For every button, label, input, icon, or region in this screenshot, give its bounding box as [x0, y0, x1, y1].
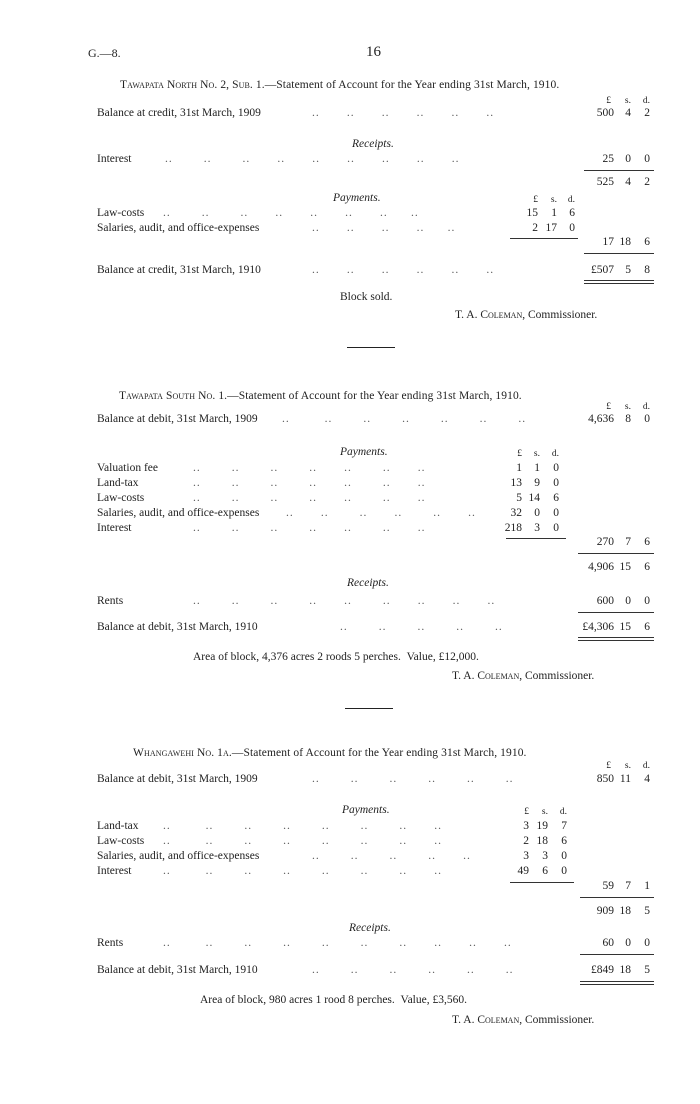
currency-shillings: s. — [624, 761, 631, 771]
leader-dots: .. .. .. .. .. — [312, 850, 471, 862]
payments-total-pence: 6 — [644, 236, 650, 248]
subtotal-pounds: 4,906 — [588, 561, 614, 573]
amount-shillings: 0 — [625, 595, 631, 607]
leader-dots: .. .. .. .. .. .. .. .. .. — [165, 153, 460, 165]
leader-dots: .. .. .. .. .. — [340, 621, 503, 633]
block-name: Tawapata South No. 1. — [119, 390, 228, 402]
payments-total-shillings: 7 — [625, 536, 631, 548]
closing-pounds: £849 — [591, 964, 614, 976]
payments-total-shillings: 7 — [625, 880, 631, 892]
amount-shillings: 1 — [551, 207, 557, 219]
area-note — [200, 994, 467, 1006]
currency-pence: d. — [559, 807, 567, 817]
sum-rule — [584, 253, 654, 254]
payments-total-shillings: 18 — [619, 236, 631, 248]
currency-shillings: s. — [533, 449, 540, 459]
currency-pounds: £ — [606, 761, 611, 771]
subtotal-pounds: 909 — [596, 905, 614, 917]
amount-pounds: 25 — [602, 153, 614, 165]
leader-dots: .. .. .. .. .. .. .. .. — [163, 207, 419, 219]
amount-pounds: 1 — [516, 462, 522, 474]
amount-pence: 6 — [561, 835, 567, 847]
leader-dots: .. .. .. .. .. .. .. .. — [163, 820, 442, 832]
payments-heading: Payments. — [340, 446, 388, 458]
item-label: Rents — [97, 595, 124, 607]
leader-dots: .. .. .. .. .. .. .. — [282, 413, 527, 425]
sum-rule — [580, 897, 654, 898]
receipts-heading: Receipts. — [349, 922, 391, 934]
item-label: Valuation fee — [97, 462, 158, 474]
area-note — [193, 651, 479, 663]
closing-balance-label: Balance at debit, 31st March, 1910 — [97, 621, 258, 633]
currency-pounds: £ — [606, 96, 611, 106]
amount-pounds: 32 — [510, 507, 522, 519]
amount-pounds: 218 — [504, 522, 522, 534]
currency-pence: d. — [567, 195, 575, 205]
item-label: Law-costs — [97, 835, 145, 847]
amount-pence: 0 — [644, 937, 650, 949]
leader-dots: .. .. .. .. .. .. .. .. .. — [193, 595, 496, 607]
amount-shillings: 19 — [536, 820, 548, 832]
amount-pounds: 2 — [523, 835, 529, 847]
amount-pounds: 49 — [517, 865, 529, 877]
receipts-heading: Receipts. — [352, 138, 394, 150]
payments-total-pounds: 59 — [602, 880, 614, 892]
signature-title: , Commissioner. — [519, 1014, 595, 1026]
section-separator — [347, 347, 395, 348]
leader-dots: .. .. .. .. .. .. .. — [193, 522, 426, 534]
payments-total-pounds: 17 — [602, 236, 614, 248]
amount-shillings: 1 — [534, 462, 540, 474]
sum-rule — [578, 553, 654, 554]
amount-shillings: 11 — [619, 773, 631, 785]
amount-pence: 4 — [644, 773, 650, 785]
amount-pounds: 4,636 — [588, 413, 614, 425]
signature-name: T. A. Coleman — [452, 670, 520, 682]
signature-name: T. A. Coleman — [452, 1014, 520, 1026]
signature-title: , Commissioner. — [522, 309, 598, 321]
leader-dots: .. .. .. .. .. — [312, 222, 456, 234]
closing-shillings: 5 — [625, 264, 631, 276]
item-label: Interest — [97, 865, 132, 877]
page-number: 16 — [366, 44, 381, 60]
amount-shillings: 6 — [542, 865, 548, 877]
leader-dots: .. .. .. .. .. .. .. .. — [163, 865, 442, 877]
item-label: Law-costs — [97, 492, 145, 504]
amount-pence: 6 — [569, 207, 575, 219]
statement-title — [119, 390, 522, 402]
signature — [452, 1014, 594, 1026]
sum-rule — [506, 538, 566, 539]
subtotal-pounds: 525 — [596, 176, 614, 188]
leader-dots: .. .. .. .. .. .. .. — [193, 492, 426, 504]
amount-pounds: 600 — [596, 595, 614, 607]
closing-pounds: £4,306 — [582, 621, 614, 633]
currency-pounds: £ — [524, 807, 529, 817]
currency-shillings: s. — [550, 195, 557, 205]
leader-dots: .. .. .. .. .. .. — [312, 964, 514, 976]
closing-pounds: £507 — [591, 264, 614, 276]
signature — [455, 309, 597, 321]
leader-dots: .. .. .. .. .. .. — [286, 507, 476, 519]
sum-rule — [578, 612, 654, 613]
signature-name: T. A. Coleman — [455, 309, 523, 321]
block-value: Value, £3,560. — [400, 994, 467, 1006]
amount-pence: 0 — [553, 477, 559, 489]
block-note: Block sold. — [340, 291, 393, 303]
currency-pounds: £ — [517, 449, 522, 459]
amount-pence: 0 — [553, 462, 559, 474]
currency-pence: d. — [551, 449, 559, 459]
amount-pounds: 2 — [532, 222, 538, 234]
amount-shillings: 4 — [625, 107, 631, 119]
signature — [452, 670, 594, 682]
currency-pence: d. — [642, 761, 650, 771]
amount-pence: 0 — [644, 153, 650, 165]
block-name: Whangawehi No. 1a. — [133, 747, 232, 759]
subtotal-shillings: 18 — [619, 905, 631, 917]
subtotal-pence: 2 — [644, 176, 650, 188]
amount-pence: 0 — [561, 850, 567, 862]
currency-pounds: £ — [606, 402, 611, 412]
payments-heading: Payments. — [333, 192, 381, 204]
title-text: —Statement of Account for the Year ending 31st March, 1910. — [227, 390, 522, 402]
currency-pence: d. — [642, 402, 650, 412]
amount-pence: 0 — [561, 865, 567, 877]
subtotal-shillings: 4 — [625, 176, 631, 188]
amount-shillings: 3 — [534, 522, 540, 534]
amount-shillings: 18 — [536, 835, 548, 847]
block-area: Area of block, 980 acres 1 rood 8 perches. — [200, 994, 395, 1006]
item-label: Salaries, audit, and office-expenses — [97, 222, 260, 234]
closing-pence: 5 — [644, 964, 650, 976]
sum-rule — [510, 238, 578, 239]
amount-pounds: 850 — [596, 773, 614, 785]
amount-shillings: 0 — [625, 153, 631, 165]
amount-shillings: 3 — [542, 850, 548, 862]
double-rule — [580, 981, 654, 985]
leader-dots: .. .. .. .. .. .. .. — [193, 462, 426, 474]
item-label: Rents — [97, 937, 124, 949]
block-value: Value, £12,000. — [406, 651, 479, 663]
leader-dots: .. .. .. .. .. .. .. .. — [163, 835, 442, 847]
sum-rule — [580, 954, 654, 955]
section-separator — [345, 708, 393, 709]
opening-balance-label: Balance at credit, 31st March, 1909 — [97, 107, 261, 119]
closing-pence: 6 — [644, 621, 650, 633]
currency-shillings: s. — [624, 402, 631, 412]
amount-pence: 0 — [569, 222, 575, 234]
leader-dots: .. .. .. .. .. .. .. .. .. .. — [163, 937, 512, 949]
opening-balance-label: Balance at debit, 31st March, 1909 — [97, 773, 258, 785]
amount-pounds: 15 — [526, 207, 538, 219]
amount-shillings: 14 — [528, 492, 540, 504]
payments-heading: Payments. — [342, 804, 390, 816]
block-name: Tawapata North No. 2, Sub. 1. — [120, 79, 265, 91]
amount-shillings: 0 — [625, 937, 631, 949]
subtotal-shillings: 15 — [619, 561, 631, 573]
item-label: Land-tax — [97, 820, 139, 832]
amount-shillings: 17 — [545, 222, 557, 234]
amount-shillings: 8 — [625, 413, 631, 425]
currency-pence: d. — [642, 96, 650, 106]
payments-total-pence: 1 — [644, 880, 650, 892]
opening-balance-label: Balance at debit, 31st March, 1909 — [97, 413, 258, 425]
closing-shillings: 18 — [619, 964, 631, 976]
closing-balance-label: Balance at debit, 31st March, 1910 — [97, 964, 258, 976]
amount-pounds: 3 — [523, 820, 529, 832]
amount-pence: 0 — [644, 413, 650, 425]
amount-shillings: 9 — [534, 477, 540, 489]
signature-title: , Commissioner. — [519, 670, 595, 682]
page-reference: G.—8. — [88, 46, 121, 60]
amount-pounds: 13 — [510, 477, 522, 489]
closing-shillings: 15 — [619, 621, 631, 633]
item-label: Interest — [97, 522, 132, 534]
amount-pence: 6 — [553, 492, 559, 504]
double-rule — [578, 637, 654, 641]
sum-rule — [584, 170, 654, 171]
statement-title — [133, 747, 527, 759]
amount-pence: 7 — [561, 820, 567, 832]
double-rule — [584, 280, 654, 284]
payments-total-pounds: 270 — [596, 536, 614, 548]
item-label: Salaries, audit, and office-expenses — [97, 850, 260, 862]
payments-total-pence: 6 — [644, 536, 650, 548]
receipts-heading: Receipts. — [347, 577, 389, 589]
leader-dots: .. .. .. .. .. .. — [312, 107, 495, 119]
closing-pence: 8 — [644, 264, 650, 276]
statement-title — [120, 79, 559, 91]
subtotal-pence: 5 — [644, 905, 650, 917]
amount-pence: 0 — [553, 522, 559, 534]
item-label: Interest — [97, 153, 132, 165]
leader-dots: .. .. .. .. .. .. — [312, 773, 514, 785]
leader-dots: .. .. .. .. .. .. .. — [193, 477, 426, 489]
amount-pence: 2 — [644, 107, 650, 119]
item-label: Land-tax — [97, 477, 139, 489]
title-text: —Statement of Account for the Year ending 31st March, 1910. — [231, 747, 527, 759]
amount-pence: 0 — [553, 507, 559, 519]
amount-pounds: 60 — [602, 937, 614, 949]
amount-pounds: 3 — [523, 850, 529, 862]
closing-balance-label: Balance at credit, 31st March, 1910 — [97, 264, 261, 276]
currency-shillings: s. — [541, 807, 548, 817]
item-label: Law-costs — [97, 207, 145, 219]
amount-pounds: 5 — [516, 492, 522, 504]
amount-pounds: 500 — [596, 107, 614, 119]
currency-shillings: s. — [624, 96, 631, 106]
currency-pounds: £ — [533, 195, 538, 205]
subtotal-pence: 6 — [644, 561, 650, 573]
leader-dots: .. .. .. .. .. .. — [312, 264, 495, 276]
item-label: Salaries, audit, and office-expenses — [97, 507, 260, 519]
block-area: Area of block, 4,376 acres 2 roods 5 perches. — [193, 651, 401, 663]
sum-rule — [510, 882, 574, 883]
title-text: —Statement of Account for the Year ending 31st March, 1910. — [264, 79, 560, 91]
amount-shillings: 0 — [534, 507, 540, 519]
amount-pence: 0 — [644, 595, 650, 607]
